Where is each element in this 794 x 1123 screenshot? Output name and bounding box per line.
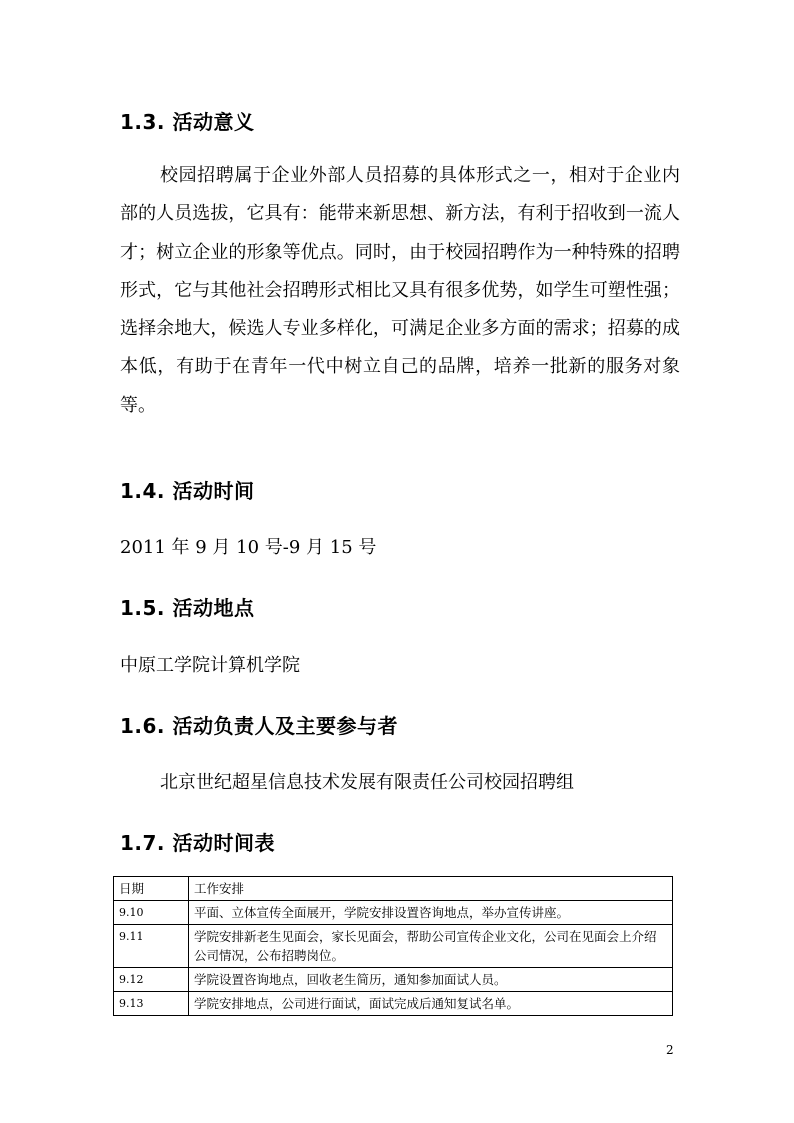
table-row bbox=[114, 992, 673, 1016]
row-task: 平面、立体宣传全面展开，学院安排设置咨询地点，举办宣传讲座。 bbox=[189, 901, 673, 925]
table-header-row bbox=[114, 877, 673, 901]
page-number: 2 bbox=[666, 1043, 674, 1057]
row-task: 学院设置咨询地点，回收老生简历，通知参加面试人员。 bbox=[189, 968, 673, 992]
section-heading-1-5: 1.5. 活动地点 bbox=[120, 596, 255, 620]
row-date: 9.10 bbox=[114, 901, 189, 925]
section-heading-1-4: 1.4. 活动时间 bbox=[120, 479, 255, 503]
column-header-date: 日期 bbox=[114, 877, 189, 901]
section-heading-1-3: 1.3. 活动意义 bbox=[120, 110, 255, 134]
row-task: 学院安排新老生见面会，家长见面会，帮助公司宣传企业文化，公司在见面会上介绍公司情况，公布招聘岗位。 bbox=[189, 925, 673, 968]
row-date: 9.11 bbox=[114, 925, 189, 968]
section-heading-1-7: 1.7. 活动时间表 bbox=[120, 831, 275, 855]
table-row bbox=[114, 901, 673, 925]
table-row bbox=[114, 968, 673, 992]
section-body-1-6: 北京世纪超星信息技术发展有限责任公司校园招聘组 bbox=[160, 772, 574, 793]
column-header-task: 工作安排 bbox=[189, 877, 673, 901]
section-body-1-4: 2011 年 9 月 10 号-9 月 15 号 bbox=[120, 537, 377, 558]
row-date: 9.12 bbox=[114, 968, 189, 992]
section-heading-1-6: 1.6. 活动负责人及主要参与者 bbox=[120, 714, 398, 738]
row-task: 学院安排地点，公司进行面试，面试完成后通知复试名单。 bbox=[189, 992, 673, 1016]
section-body-1-5: 中原工学院计算机学院 bbox=[120, 655, 300, 676]
table-row bbox=[114, 925, 673, 968]
section-body-1-3: 校园招聘属于企业外部人员招募的具体形式之一，相对于企业内部的人员选拔，它具有：能带来新思想、新方法，有利于招收到一流人才；树立企业的形象等优点。同时，由于校园招聘作为一种特殊的招聘形式，它与其他社会招聘形式相比又具有很多优势，如学生可塑性强；选择余地大，候选人专业多样化，可满足企业多方面的需求；招募的成本低，有助于在青年一代中树立自己的品牌，培养一批新的服务对象等。 bbox=[120, 165, 680, 416]
schedule-table bbox=[113, 876, 673, 1016]
row-date: 9.13 bbox=[114, 992, 189, 1016]
